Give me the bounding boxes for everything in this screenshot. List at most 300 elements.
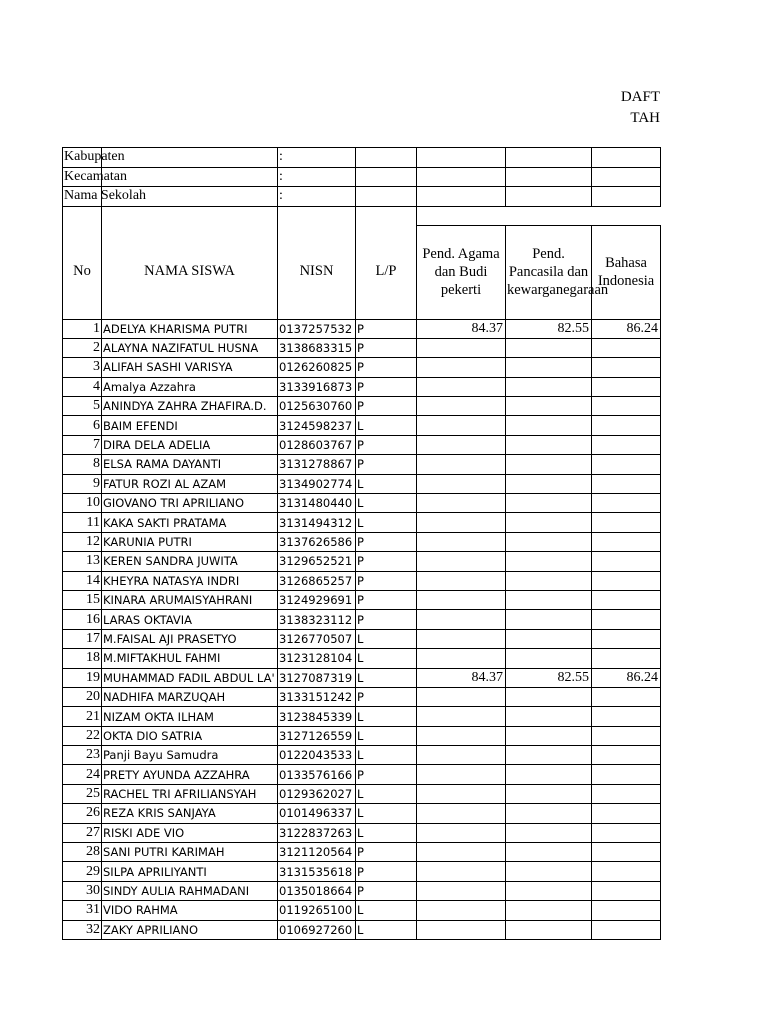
score-bahasa-indonesia-cell[interactable] bbox=[592, 687, 661, 706]
gender-cell[interactable]: L bbox=[356, 707, 417, 726]
student-name-cell[interactable]: SINDY AULIA RAHMADANI bbox=[102, 881, 278, 900]
table-row bbox=[63, 649, 661, 668]
nisn-cell[interactable]: 3124598237 bbox=[278, 416, 356, 435]
gender-cell[interactable]: L bbox=[356, 804, 417, 823]
table-row bbox=[63, 765, 661, 784]
score-pancasila-cell[interactable] bbox=[506, 687, 592, 706]
score-pancasila-cell[interactable] bbox=[506, 881, 592, 900]
score-bahasa-indonesia-cell[interactable] bbox=[592, 726, 661, 745]
gender-cell[interactable]: P bbox=[356, 338, 417, 357]
score-bahasa-indonesia-cell[interactable] bbox=[592, 377, 661, 396]
meta-row-kecamatan bbox=[63, 167, 661, 187]
score-bahasa-indonesia-cell[interactable] bbox=[592, 765, 661, 784]
nisn-cell[interactable]: 3131278867 bbox=[278, 455, 356, 474]
table-row bbox=[63, 494, 661, 513]
table-row bbox=[63, 746, 661, 765]
score-pancasila-cell[interactable] bbox=[506, 416, 592, 435]
meta-colon[interactable]: : bbox=[278, 187, 356, 207]
meta-colon[interactable]: : bbox=[278, 167, 356, 187]
score-agama-cell[interactable] bbox=[417, 823, 506, 842]
row-number-cell[interactable]: 6 bbox=[63, 416, 102, 435]
table-row bbox=[63, 687, 661, 706]
score-agama-cell[interactable] bbox=[417, 377, 506, 396]
score-pancasila-cell[interactable] bbox=[506, 610, 592, 629]
meta-cell[interactable] bbox=[102, 167, 278, 187]
table-row bbox=[63, 338, 661, 357]
score-agama-cell[interactable] bbox=[417, 726, 506, 745]
table-row bbox=[63, 843, 661, 862]
score-pancasila-cell[interactable] bbox=[506, 920, 592, 939]
nisn-cell[interactable]: 3131494312 bbox=[278, 513, 356, 532]
table-row bbox=[63, 823, 661, 842]
score-agama-cell[interactable] bbox=[417, 765, 506, 784]
gender-cell[interactable]: L bbox=[356, 494, 417, 513]
score-pancasila-cell[interactable] bbox=[506, 474, 592, 493]
score-agama-cell[interactable] bbox=[417, 610, 506, 629]
nisn-cell[interactable]: 3133151242 bbox=[278, 687, 356, 706]
nisn-cell[interactable]: 0101496337 bbox=[278, 804, 356, 823]
score-pancasila-cell[interactable] bbox=[506, 823, 592, 842]
score-agama-cell[interactable] bbox=[417, 397, 506, 416]
student-name-cell[interactable]: DIRA DELA ADELIA bbox=[102, 435, 278, 454]
score-pancasila-cell[interactable] bbox=[506, 726, 592, 745]
nisn-cell[interactable]: 3126770507 bbox=[278, 629, 356, 648]
gender-cell[interactable]: L bbox=[356, 726, 417, 745]
nisn-cell[interactable]: 3127087319 bbox=[278, 668, 356, 687]
gap-cell bbox=[417, 206, 506, 225]
row-number-cell[interactable]: 12 bbox=[63, 532, 102, 551]
score-bahasa-indonesia-cell[interactable] bbox=[592, 920, 661, 939]
header-gap-row bbox=[63, 206, 661, 225]
gender-cell[interactable]: L bbox=[356, 416, 417, 435]
score-agama-cell[interactable] bbox=[417, 416, 506, 435]
row-number-cell[interactable]: 19 bbox=[63, 668, 102, 687]
gender-cell[interactable]: L bbox=[356, 629, 417, 648]
row-number-cell[interactable]: 16 bbox=[63, 610, 102, 629]
score-pancasila-cell[interactable] bbox=[506, 571, 592, 590]
meta-cell[interactable] bbox=[417, 167, 506, 187]
score-bahasa-indonesia-cell[interactable] bbox=[592, 494, 661, 513]
score-bahasa-indonesia-cell[interactable] bbox=[592, 823, 661, 842]
nisn-cell[interactable]: 3122837263 bbox=[278, 823, 356, 842]
score-agama-cell[interactable] bbox=[417, 901, 506, 920]
nisn-cell[interactable]: 3133916873 bbox=[278, 377, 356, 396]
student-name-cell[interactable]: RISKI ADE VIO bbox=[102, 823, 278, 842]
table-row bbox=[63, 397, 661, 416]
gender-cell[interactable]: L bbox=[356, 823, 417, 842]
student-name-cell[interactable]: PRETY AYUNDA AZZAHRA bbox=[102, 765, 278, 784]
gender-cell[interactable]: L bbox=[356, 513, 417, 532]
score-pancasila-cell[interactable]: 82.55 bbox=[506, 319, 592, 338]
score-bahasa-indonesia-cell[interactable] bbox=[592, 358, 661, 377]
header-subject-pancasila[interactable]: Pend. Pancasila dan kewarganegaraan bbox=[506, 225, 592, 319]
student-name-cell[interactable]: FATUR ROZI AL AZAM bbox=[102, 474, 278, 493]
nisn-cell[interactable]: 0126260825 bbox=[278, 358, 356, 377]
gender-cell[interactable]: P bbox=[356, 571, 417, 590]
score-agama-cell[interactable] bbox=[417, 881, 506, 900]
score-bahasa-indonesia-cell[interactable] bbox=[592, 474, 661, 493]
student-name-cell[interactable]: KARUNIA PUTRI bbox=[102, 532, 278, 551]
table-row bbox=[63, 532, 661, 551]
header-no[interactable]: No bbox=[63, 225, 102, 319]
score-pancasila-cell[interactable] bbox=[506, 784, 592, 803]
page-title-line-1: DAFT bbox=[620, 89, 660, 105]
score-bahasa-indonesia-cell[interactable] bbox=[592, 532, 661, 551]
table-row bbox=[63, 435, 661, 454]
score-bahasa-indonesia-cell[interactable] bbox=[592, 571, 661, 590]
row-number-cell[interactable]: 26 bbox=[63, 804, 102, 823]
score-bahasa-indonesia-cell[interactable] bbox=[592, 416, 661, 435]
nisn-cell[interactable]: 0137257532 bbox=[278, 319, 356, 338]
table-row bbox=[63, 513, 661, 532]
table-row bbox=[63, 474, 661, 493]
nisn-cell[interactable]: 3131480440 bbox=[278, 494, 356, 513]
table-row bbox=[63, 707, 661, 726]
student-name-cell[interactable]: Panji Bayu Samudra bbox=[102, 746, 278, 765]
nisn-cell[interactable]: 3126865257 bbox=[278, 571, 356, 590]
student-name-cell[interactable]: M.MIFTAKHUL FAHMI bbox=[102, 649, 278, 668]
meta-label-cell[interactable] bbox=[63, 187, 147, 207]
row-number-cell[interactable]: 11 bbox=[63, 513, 102, 532]
gender-cell[interactable]: L bbox=[356, 746, 417, 765]
score-bahasa-indonesia-cell[interactable] bbox=[592, 804, 661, 823]
table-row bbox=[63, 920, 661, 939]
meta-row-kabupaten bbox=[63, 148, 661, 168]
gender-cell[interactable]: L bbox=[356, 901, 417, 920]
score-pancasila-cell[interactable] bbox=[506, 707, 592, 726]
nisn-cell[interactable]: 3127126559 bbox=[278, 726, 356, 745]
score-bahasa-indonesia-cell[interactable] bbox=[592, 629, 661, 648]
student-name-cell[interactable]: BAIM EFENDI bbox=[102, 416, 278, 435]
score-agama-cell[interactable]: 84.37 bbox=[417, 319, 506, 338]
row-number-cell[interactable]: 24 bbox=[63, 765, 102, 784]
gap-cell bbox=[592, 206, 661, 225]
score-pancasila-cell[interactable] bbox=[506, 532, 592, 551]
gap-cell bbox=[63, 206, 102, 225]
student-name-cell[interactable]: KHEYRA NATASYA INDRI bbox=[102, 571, 278, 590]
gender-cell[interactable]: P bbox=[356, 862, 417, 881]
row-number-cell[interactable]: 13 bbox=[63, 552, 102, 571]
meta-label-cell[interactable] bbox=[63, 167, 127, 187]
table-row bbox=[63, 455, 661, 474]
row-number-cell[interactable]: 32 bbox=[63, 920, 102, 939]
score-pancasila-cell[interactable] bbox=[506, 843, 592, 862]
gender-cell[interactable]: P bbox=[356, 765, 417, 784]
table-row bbox=[63, 416, 661, 435]
score-bahasa-indonesia-cell[interactable] bbox=[592, 590, 661, 609]
student-name-cell[interactable]: ALAYNA NAZIFATUL HUSNA bbox=[102, 338, 278, 357]
nisn-cell[interactable]: 3131535618 bbox=[278, 862, 356, 881]
gap-cell bbox=[356, 206, 417, 225]
score-agama-cell[interactable] bbox=[417, 455, 506, 474]
gender-cell[interactable]: L bbox=[356, 474, 417, 493]
student-name-cell[interactable]: NADHIFA MARZUQAH bbox=[102, 687, 278, 706]
meta-label: Kabupaten bbox=[64, 149, 125, 164]
student-name-cell[interactable]: KEREN SANDRA JUWITA bbox=[102, 552, 278, 571]
student-name-cell[interactable]: VIDO RAHMA bbox=[102, 901, 278, 920]
score-bahasa-indonesia-cell[interactable] bbox=[592, 455, 661, 474]
nisn-cell[interactable]: 0119265100 bbox=[278, 901, 356, 920]
score-bahasa-indonesia-cell[interactable] bbox=[592, 784, 661, 803]
table-row bbox=[63, 319, 661, 338]
nisn-cell[interactable]: 0122043533 bbox=[278, 746, 356, 765]
score-bahasa-indonesia-cell[interactable] bbox=[592, 338, 661, 357]
student-name-cell[interactable]: LARAS OKTAVIA bbox=[102, 610, 278, 629]
score-pancasila-cell[interactable] bbox=[506, 455, 592, 474]
meta-cell[interactable] bbox=[417, 187, 506, 207]
row-number-cell[interactable]: 29 bbox=[63, 862, 102, 881]
gender-cell[interactable]: P bbox=[356, 843, 417, 862]
score-agama-cell[interactable] bbox=[417, 513, 506, 532]
score-agama-cell[interactable] bbox=[417, 784, 506, 803]
table-row bbox=[63, 358, 661, 377]
nisn-cell[interactable]: 0135018664 bbox=[278, 881, 356, 900]
gender-cell[interactable]: P bbox=[356, 319, 417, 338]
meta-cell[interactable] bbox=[506, 148, 592, 168]
row-number-cell[interactable]: 22 bbox=[63, 726, 102, 745]
table-row bbox=[63, 726, 661, 745]
header-name[interactable]: NAMA SISWA bbox=[102, 225, 278, 319]
row-number-cell[interactable]: 15 bbox=[63, 590, 102, 609]
gap-cell bbox=[506, 206, 592, 225]
nisn-cell[interactable]: 0129362027 bbox=[278, 784, 356, 803]
score-pancasila-cell[interactable] bbox=[506, 804, 592, 823]
score-agama-cell[interactable] bbox=[417, 474, 506, 493]
gender-cell[interactable]: P bbox=[356, 687, 417, 706]
score-bahasa-indonesia-cell[interactable]: 86.24 bbox=[592, 319, 661, 338]
score-pancasila-cell[interactable] bbox=[506, 358, 592, 377]
column-header-row bbox=[63, 225, 661, 319]
score-pancasila-cell[interactable] bbox=[506, 397, 592, 416]
row-number-cell[interactable]: 23 bbox=[63, 746, 102, 765]
student-name-cell[interactable]: M.FAISAL AJI PRASETYO bbox=[102, 629, 278, 648]
row-number-cell[interactable]: 21 bbox=[63, 707, 102, 726]
score-bahasa-indonesia-cell[interactable] bbox=[592, 649, 661, 668]
score-agama-cell[interactable] bbox=[417, 746, 506, 765]
student-name-cell[interactable]: REZA KRIS SANJAYA bbox=[102, 804, 278, 823]
table-row bbox=[63, 377, 661, 396]
score-bahasa-indonesia-cell[interactable] bbox=[592, 862, 661, 881]
score-bahasa-indonesia-cell[interactable] bbox=[592, 746, 661, 765]
row-number-cell[interactable]: 17 bbox=[63, 629, 102, 648]
score-agama-cell[interactable] bbox=[417, 358, 506, 377]
score-bahasa-indonesia-cell[interactable] bbox=[592, 610, 661, 629]
row-number-cell[interactable]: 4 bbox=[63, 377, 102, 396]
header-subject-agama[interactable]: Pend. Agama dan Budi pekerti bbox=[417, 225, 506, 319]
table-row bbox=[63, 668, 661, 687]
meta-cell[interactable] bbox=[592, 167, 661, 187]
score-bahasa-indonesia-cell[interactable] bbox=[592, 435, 661, 454]
table-row bbox=[63, 590, 661, 609]
header-nisn[interactable]: NISN bbox=[278, 225, 356, 319]
row-number-cell[interactable]: 30 bbox=[63, 881, 102, 900]
row-number-cell[interactable]: 1 bbox=[63, 319, 102, 338]
student-name-cell[interactable]: ANINDYA ZAHRA ZHAFIRA.D. bbox=[102, 397, 278, 416]
score-bahasa-indonesia-cell[interactable] bbox=[592, 901, 661, 920]
score-bahasa-indonesia-cell[interactable] bbox=[592, 513, 661, 532]
row-number-cell[interactable]: 14 bbox=[63, 571, 102, 590]
score-agama-cell[interactable] bbox=[417, 862, 506, 881]
table-row bbox=[63, 901, 661, 920]
meta-cell[interactable] bbox=[592, 187, 661, 207]
table-row bbox=[63, 784, 661, 803]
nisn-cell[interactable]: 0106927260 bbox=[278, 920, 356, 939]
row-number-cell[interactable]: 18 bbox=[63, 649, 102, 668]
gender-cell[interactable]: P bbox=[356, 397, 417, 416]
score-pancasila-cell[interactable] bbox=[506, 629, 592, 648]
score-pancasila-cell[interactable] bbox=[506, 649, 592, 668]
score-bahasa-indonesia-cell[interactable]: 86.24 bbox=[592, 668, 661, 687]
gender-cell[interactable]: P bbox=[356, 435, 417, 454]
meta-cell[interactable] bbox=[506, 187, 592, 207]
row-number-cell[interactable]: 7 bbox=[63, 435, 102, 454]
row-number-cell[interactable]: 20 bbox=[63, 687, 102, 706]
meta-cell[interactable] bbox=[506, 167, 592, 187]
gender-cell[interactable]: P bbox=[356, 881, 417, 900]
student-name-cell[interactable]: MUHAMMAD FADIL ABDUL LA' bbox=[102, 668, 278, 687]
table-row bbox=[63, 881, 661, 900]
table-row bbox=[63, 862, 661, 881]
meta-row-nama-sekolah bbox=[63, 187, 661, 207]
row-number-cell[interactable]: 8 bbox=[63, 455, 102, 474]
nisn-cell[interactable]: 0128603767 bbox=[278, 435, 356, 454]
nisn-cell[interactable]: 3124929691 bbox=[278, 590, 356, 609]
score-agama-cell[interactable] bbox=[417, 629, 506, 648]
gender-cell[interactable]: L bbox=[356, 649, 417, 668]
gender-cell[interactable]: P bbox=[356, 552, 417, 571]
gap-cell bbox=[278, 206, 356, 225]
score-agama-cell[interactable] bbox=[417, 687, 506, 706]
meta-cell[interactable] bbox=[592, 148, 661, 168]
table-row bbox=[63, 552, 661, 571]
gender-cell[interactable]: L bbox=[356, 920, 417, 939]
gender-cell[interactable]: P bbox=[356, 590, 417, 609]
meta-label: Nama Sekolah bbox=[64, 188, 147, 203]
score-bahasa-indonesia-cell[interactable] bbox=[592, 552, 661, 571]
student-name-cell[interactable]: NIZAM OKTA ILHAM bbox=[102, 707, 278, 726]
score-pancasila-cell[interactable] bbox=[506, 901, 592, 920]
table-row bbox=[63, 629, 661, 648]
score-pancasila-cell[interactable] bbox=[506, 765, 592, 784]
meta-cell[interactable] bbox=[356, 187, 417, 207]
score-agama-cell[interactable] bbox=[417, 920, 506, 939]
score-bahasa-indonesia-cell[interactable] bbox=[592, 881, 661, 900]
score-bahasa-indonesia-cell[interactable] bbox=[592, 707, 661, 726]
score-pancasila-cell[interactable] bbox=[506, 862, 592, 881]
student-name-cell[interactable]: ZAKY APRILIANO bbox=[102, 920, 278, 939]
score-agama-cell[interactable] bbox=[417, 649, 506, 668]
score-agama-cell[interactable] bbox=[417, 571, 506, 590]
gender-cell[interactable]: P bbox=[356, 610, 417, 629]
student-name-cell[interactable]: KINARA ARUMAISYAHRANI bbox=[102, 590, 278, 609]
student-name-cell[interactable]: ADELYA KHARISMA PUTRI bbox=[102, 319, 278, 338]
meta-label-cell[interactable] bbox=[63, 148, 125, 168]
gender-cell[interactable]: L bbox=[356, 784, 417, 803]
meta-colon[interactable]: : bbox=[278, 148, 356, 168]
score-pancasila-cell[interactable] bbox=[506, 435, 592, 454]
student-name-cell[interactable]: SILPA APRILIYANTI bbox=[102, 862, 278, 881]
score-agama-cell[interactable] bbox=[417, 707, 506, 726]
score-agama-cell[interactable] bbox=[417, 435, 506, 454]
score-agama-cell[interactable] bbox=[417, 532, 506, 551]
score-agama-cell[interactable] bbox=[417, 804, 506, 823]
score-pancasila-cell[interactable] bbox=[506, 513, 592, 532]
nisn-cell[interactable]: 3138323112 bbox=[278, 610, 356, 629]
nisn-cell[interactable]: 0125630760 bbox=[278, 397, 356, 416]
header-lp[interactable]: L/P bbox=[356, 225, 417, 319]
score-agama-cell[interactable] bbox=[417, 338, 506, 357]
score-agama-cell[interactable]: 84.37 bbox=[417, 668, 506, 687]
row-number-cell[interactable]: 3 bbox=[63, 358, 102, 377]
row-number-cell[interactable]: 27 bbox=[63, 823, 102, 842]
score-pancasila-cell[interactable] bbox=[506, 494, 592, 513]
score-pancasila-cell[interactable]: 82.55 bbox=[506, 668, 592, 687]
gender-cell[interactable]: L bbox=[356, 668, 417, 687]
meta-cell[interactable] bbox=[417, 148, 506, 168]
student-name-cell[interactable]: RACHEL TRI AFRILIANSYAH bbox=[102, 784, 278, 803]
row-number-cell[interactable]: 25 bbox=[63, 784, 102, 803]
row-number-cell[interactable]: 28 bbox=[63, 843, 102, 862]
score-agama-cell[interactable] bbox=[417, 843, 506, 862]
score-pancasila-cell[interactable] bbox=[506, 377, 592, 396]
student-name-cell[interactable]: OKTA DIO SATRIA bbox=[102, 726, 278, 745]
nisn-cell[interactable]: 3129652521 bbox=[278, 552, 356, 571]
student-name-cell[interactable]: KAKA SAKTI PRATAMA bbox=[102, 513, 278, 532]
score-pancasila-cell[interactable] bbox=[506, 590, 592, 609]
gender-cell[interactable]: P bbox=[356, 377, 417, 396]
score-pancasila-cell[interactable] bbox=[506, 552, 592, 571]
gender-cell[interactable]: P bbox=[356, 532, 417, 551]
meta-cell[interactable] bbox=[356, 167, 417, 187]
score-bahasa-indonesia-cell[interactable] bbox=[592, 843, 661, 862]
gender-cell[interactable]: P bbox=[356, 358, 417, 377]
nisn-cell[interactable]: 3123845339 bbox=[278, 707, 356, 726]
score-agama-cell[interactable] bbox=[417, 494, 506, 513]
nisn-cell[interactable]: 3123128104 bbox=[278, 649, 356, 668]
score-pancasila-cell[interactable] bbox=[506, 338, 592, 357]
nisn-cell[interactable]: 3134902774 bbox=[278, 474, 356, 493]
meta-label: Kecamatan bbox=[64, 168, 127, 184]
nisn-cell[interactable]: 3121120564 bbox=[278, 843, 356, 862]
score-pancasila-cell[interactable] bbox=[506, 746, 592, 765]
nisn-cell[interactable]: 3137626586 bbox=[278, 532, 356, 551]
student-name-cell[interactable]: Amalya Azzahra bbox=[102, 377, 278, 396]
meta-cell[interactable] bbox=[102, 148, 278, 168]
score-agama-cell[interactable] bbox=[417, 590, 506, 609]
score-agama-cell[interactable] bbox=[417, 552, 506, 571]
nisn-cell[interactable]: 3138683315 bbox=[278, 338, 356, 357]
page-title-line-2: TAH bbox=[630, 110, 660, 126]
score-bahasa-indonesia-cell[interactable] bbox=[592, 397, 661, 416]
table-row bbox=[63, 571, 661, 590]
nisn-cell[interactable]: 0133576166 bbox=[278, 765, 356, 784]
row-number-cell[interactable]: 5 bbox=[63, 397, 102, 416]
row-number-cell[interactable]: 2 bbox=[63, 338, 102, 357]
gap-cell bbox=[102, 206, 278, 225]
student-name-cell[interactable]: GIOVANO TRI APRILIANO bbox=[102, 494, 278, 513]
gender-cell[interactable]: P bbox=[356, 455, 417, 474]
table-row bbox=[63, 610, 661, 629]
table-row bbox=[63, 804, 661, 823]
row-number-cell[interactable]: 31 bbox=[63, 901, 102, 920]
header-subject-bahasa-indonesia[interactable]: Bahasa Indonesia bbox=[592, 225, 661, 319]
student-name-cell[interactable]: ALIFAH SASHI VARISYA bbox=[102, 358, 278, 377]
student-name-cell[interactable]: ELSA RAMA DAYANTI bbox=[102, 455, 278, 474]
meta-cell[interactable] bbox=[356, 148, 417, 168]
student-name-cell[interactable]: SANI PUTRI KARIMAH bbox=[102, 843, 278, 862]
row-number-cell[interactable]: 10 bbox=[63, 494, 102, 513]
row-number-cell[interactable]: 9 bbox=[63, 474, 102, 493]
